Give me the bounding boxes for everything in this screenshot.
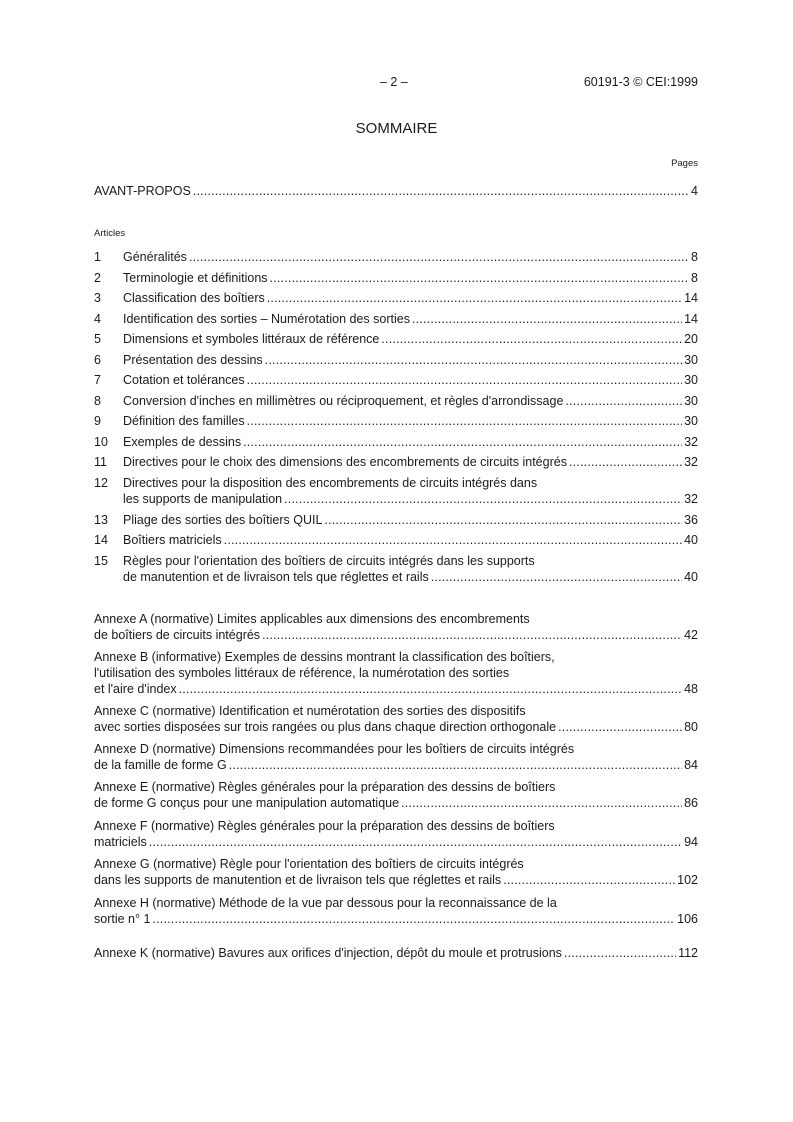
dot-leader xyxy=(569,454,682,470)
entry-title-line: les supports de manipulation xyxy=(123,492,283,506)
entry-title-line: Annexe G (normative) Règle pour l'orientation des boîtiers de circuits intégrés xyxy=(94,857,524,871)
entry-body xyxy=(94,741,698,773)
entry-last-line xyxy=(94,795,698,811)
entry-last-line xyxy=(123,532,698,548)
entry-number: 7 xyxy=(94,373,101,387)
toc-entry-article[interactable] xyxy=(94,512,698,528)
entry-body xyxy=(123,372,698,388)
entry-title-line: Pliage des sorties des boîtiers QUIL xyxy=(123,513,323,527)
entry-title-line: de forme G conçus pour une manipulation automatique xyxy=(94,796,400,810)
dot-leader xyxy=(265,352,682,368)
entry-last-line xyxy=(94,945,698,961)
dot-leader xyxy=(270,270,690,286)
entry-body xyxy=(94,703,698,735)
entry-page-number: 30 xyxy=(684,353,698,367)
entry-body xyxy=(123,434,698,450)
entry-last-line xyxy=(123,569,698,585)
dot-leader xyxy=(503,872,675,888)
dot-leader xyxy=(247,413,683,429)
page-number: – 2 – xyxy=(380,75,408,89)
dot-leader xyxy=(149,834,682,850)
entry-body xyxy=(123,331,698,347)
entry-last-line xyxy=(94,757,698,773)
entry-page-number: 8 xyxy=(691,271,698,285)
entry-title-line: Définition des familles xyxy=(123,414,245,428)
entry-page-number: 32 xyxy=(684,492,698,506)
entry-last-line xyxy=(94,719,698,735)
entry-page-number: 80 xyxy=(684,720,698,734)
toc-entry-article[interactable] xyxy=(94,352,698,368)
entry-page-number: 8 xyxy=(691,250,698,264)
toc-entry-article[interactable] xyxy=(94,413,698,429)
entry-body xyxy=(123,553,698,585)
entry-last-line xyxy=(94,627,698,643)
entry-page-number: 30 xyxy=(684,414,698,428)
entry-title-line: avec sorties disposées sur trois rangées ou plus dans chaque direction orthogonale xyxy=(94,720,557,734)
entry-title-line: Cotation et tolérances xyxy=(123,373,245,387)
toc-entry-article[interactable] xyxy=(94,331,698,347)
entry-last-line xyxy=(123,372,698,388)
dot-leader xyxy=(247,372,682,388)
entry-title-line: Annexe A (normative) Limites applicables aux dimensions des encombrements xyxy=(94,612,530,626)
entry-last-line xyxy=(123,413,698,429)
entry-body xyxy=(123,270,698,286)
entry-page-number: 40 xyxy=(684,570,698,584)
entry-body xyxy=(94,779,698,811)
toc-entry-annex[interactable] xyxy=(94,779,698,811)
entry-number: 8 xyxy=(94,394,101,408)
entry-page-number: 30 xyxy=(684,373,698,387)
dot-leader xyxy=(431,569,682,585)
entry-title-line: Annexe D (normative) Dimensions recommandées pour les boîtiers de circuits intégrés xyxy=(94,742,575,756)
entry-body xyxy=(123,512,698,528)
entry-page-number: 42 xyxy=(684,628,698,642)
entry-title-line: dans les supports de manutention et de livraison tels que réglettes et rails xyxy=(94,873,502,887)
entry-body xyxy=(123,352,698,368)
entry-number: 3 xyxy=(94,291,101,305)
entry-number: 11 xyxy=(94,455,107,469)
entry-page-number: 86 xyxy=(684,796,698,810)
entry-body xyxy=(94,895,698,927)
toc-entry-annex[interactable] xyxy=(94,895,698,927)
toc-entry-annex[interactable] xyxy=(94,945,698,961)
document-reference: 60191-3 © CEI:1999 xyxy=(583,75,698,89)
dot-leader xyxy=(229,757,682,773)
entry-last-line xyxy=(123,512,698,528)
dot-leader xyxy=(412,311,682,327)
entry-body xyxy=(123,249,698,265)
entry-last-line xyxy=(123,311,698,327)
dot-leader xyxy=(558,719,682,735)
pages-label: Pages xyxy=(671,158,698,169)
entry-number: 6 xyxy=(94,353,101,367)
entry-body xyxy=(123,475,698,507)
toc-entry-annex[interactable] xyxy=(94,703,698,735)
dot-leader xyxy=(324,512,682,528)
toc-entry-article[interactable] xyxy=(94,372,698,388)
entry-last-line xyxy=(123,290,698,306)
entry-body xyxy=(123,393,698,409)
entry-title-line: Annexe F (normative) Règles générales pour la préparation des dessins de boîtiers xyxy=(94,819,555,833)
dot-leader xyxy=(262,627,682,643)
dot-leader xyxy=(564,945,676,961)
articles-label: Articles xyxy=(94,228,126,239)
entry-title-line: Dimensions et symboles littéraux de référence xyxy=(123,332,380,346)
entry-page-number: 94 xyxy=(684,835,698,849)
entry-title-line: de manutention et de livraison tels que réglettes et rails xyxy=(123,570,429,584)
dot-leader xyxy=(565,393,682,409)
dot-leader xyxy=(152,911,675,927)
toc-entry-article[interactable] xyxy=(94,311,698,327)
entry-last-line xyxy=(123,434,698,450)
entry-page-number: 32 xyxy=(684,435,698,449)
entry-number: 10 xyxy=(94,435,108,449)
dot-leader xyxy=(189,249,689,265)
dot-leader xyxy=(381,331,682,347)
dot-leader xyxy=(193,183,689,199)
entry-title-line: Terminologie et définitions xyxy=(123,271,268,285)
entry-title-line: Directives pour le choix des dimensions des encombrements de circuits intégrés xyxy=(123,455,567,469)
toc-entry-annex[interactable] xyxy=(94,856,698,888)
entry-title-line: de boîtiers de circuits intégrés xyxy=(94,628,261,642)
entry-page-number: 106 xyxy=(677,912,698,926)
entry-title-line: de la famille de forme G xyxy=(94,758,227,772)
entry-last-line xyxy=(94,183,698,199)
entry-body xyxy=(123,290,698,306)
entry-page-number: 36 xyxy=(684,513,698,527)
toc-entry-article[interactable] xyxy=(94,249,698,265)
entry-page-number: 102 xyxy=(677,873,698,887)
entry-title-line: et l'aire d'index xyxy=(94,682,177,696)
entry-title-line: Présentation des dessins xyxy=(123,353,263,367)
dot-leader xyxy=(267,290,682,306)
toc-entry-annex[interactable] xyxy=(94,818,698,850)
entry-body xyxy=(94,945,698,961)
entry-title-line: l'utilisation des symboles littéraux de référence, la numérotation des sorties xyxy=(94,666,510,680)
entry-number: 9 xyxy=(94,414,101,428)
entry-title-line: Annexe H (normative) Méthode de la vue par dessous pour la reconnaissance de la xyxy=(94,896,557,910)
toc-entry-article[interactable] xyxy=(94,270,698,286)
toc-entry-article[interactable] xyxy=(94,553,698,585)
toc-entry-annex[interactable] xyxy=(94,611,698,643)
entry-body xyxy=(123,532,698,548)
entry-page-number: 48 xyxy=(684,682,698,696)
entry-title-line: Conversion d'inches en millimètres ou réciproquement, et règles d'arrondissage xyxy=(123,394,564,408)
entry-page-number: 4 xyxy=(691,184,698,198)
entry-body xyxy=(94,649,698,697)
entry-title-line: sortie n° 1 xyxy=(94,912,151,926)
entry-title-line: Classification des boîtiers xyxy=(123,291,265,305)
entry-page-number: 40 xyxy=(684,533,698,547)
toc-entry-annex[interactable] xyxy=(94,741,698,773)
entry-title-line: Exemples de dessins xyxy=(123,435,242,449)
toc-entry-article[interactable] xyxy=(94,290,698,306)
toc-entry-article[interactable] xyxy=(94,393,698,409)
entry-title-line: Annexe B (informative) Exemples de dessins montrant la classification des boîtiers, xyxy=(94,650,555,664)
entry-body xyxy=(94,183,698,199)
entry-body xyxy=(123,413,698,429)
entry-title-line: Identification des sorties – Numérotation des sorties xyxy=(123,312,410,326)
toc-entry-article[interactable] xyxy=(94,434,698,450)
entry-last-line xyxy=(123,270,698,286)
entry-number: 15 xyxy=(94,554,108,568)
entry-number: 5 xyxy=(94,332,101,346)
entry-number: 2 xyxy=(94,271,101,285)
entry-page-number: 84 xyxy=(684,758,698,772)
entry-page-number: 32 xyxy=(684,455,698,469)
entry-title-line: Directives pour la disposition des encombrements de circuits intégrés dans xyxy=(123,476,538,490)
dot-leader xyxy=(284,491,682,507)
entry-last-line xyxy=(123,249,698,265)
toc-entry-annex[interactable] xyxy=(94,649,698,697)
entry-number: 4 xyxy=(94,312,101,326)
entry-last-line xyxy=(94,834,698,850)
toc-entry-article[interactable] xyxy=(94,475,698,507)
entry-title-line: AVANT-PROPOS xyxy=(94,184,191,198)
entry-body xyxy=(94,611,698,643)
entry-last-line xyxy=(94,681,698,697)
entry-page-number: 30 xyxy=(684,394,698,408)
entry-title-line: Boîtiers matriciels xyxy=(123,533,222,547)
entry-body xyxy=(94,856,698,888)
page-title: SOMMAIRE xyxy=(355,120,438,137)
entry-body xyxy=(123,311,698,327)
entry-title-line: Annexe E (normative) Règles générales pour la préparation des dessins de boîtiers xyxy=(94,780,556,794)
entry-last-line xyxy=(123,352,698,368)
entry-last-line xyxy=(94,911,698,927)
entry-last-line xyxy=(123,331,698,347)
entry-last-line xyxy=(94,872,698,888)
entry-last-line xyxy=(123,491,698,507)
entry-page-number: 112 xyxy=(678,946,698,960)
dot-leader xyxy=(401,795,682,811)
entry-number: 14 xyxy=(94,533,108,547)
entry-number: 12 xyxy=(94,476,108,490)
dot-leader xyxy=(243,434,682,450)
toc-entry-article[interactable] xyxy=(94,532,698,548)
entry-last-line xyxy=(123,393,698,409)
entry-title-line: Annexe K (normative) Bavures aux orifices d'injection, dépôt du moule et protrusions xyxy=(94,946,562,960)
entry-title-line: Annexe C (normative) Identification et numérotation des sorties des dispositifs xyxy=(94,704,526,718)
toc-entry-foreword[interactable] xyxy=(94,183,698,199)
entry-page-number: 14 xyxy=(684,291,698,305)
entry-body xyxy=(123,454,698,470)
dot-leader xyxy=(224,532,682,548)
entry-number: 1 xyxy=(94,250,101,264)
entry-body xyxy=(94,818,698,850)
entry-last-line xyxy=(123,454,698,470)
entry-title-line: matriciels xyxy=(94,835,147,849)
entry-title-line: Règles pour l'orientation des boîtiers de circuits intégrés dans les supports xyxy=(123,554,535,568)
entry-page-number: 14 xyxy=(684,312,698,326)
entry-number: 13 xyxy=(94,513,108,527)
entry-title-line: Généralités xyxy=(123,250,187,264)
entry-page-number: 20 xyxy=(684,332,698,346)
toc-entry-article[interactable] xyxy=(94,454,698,470)
dot-leader xyxy=(179,681,682,697)
